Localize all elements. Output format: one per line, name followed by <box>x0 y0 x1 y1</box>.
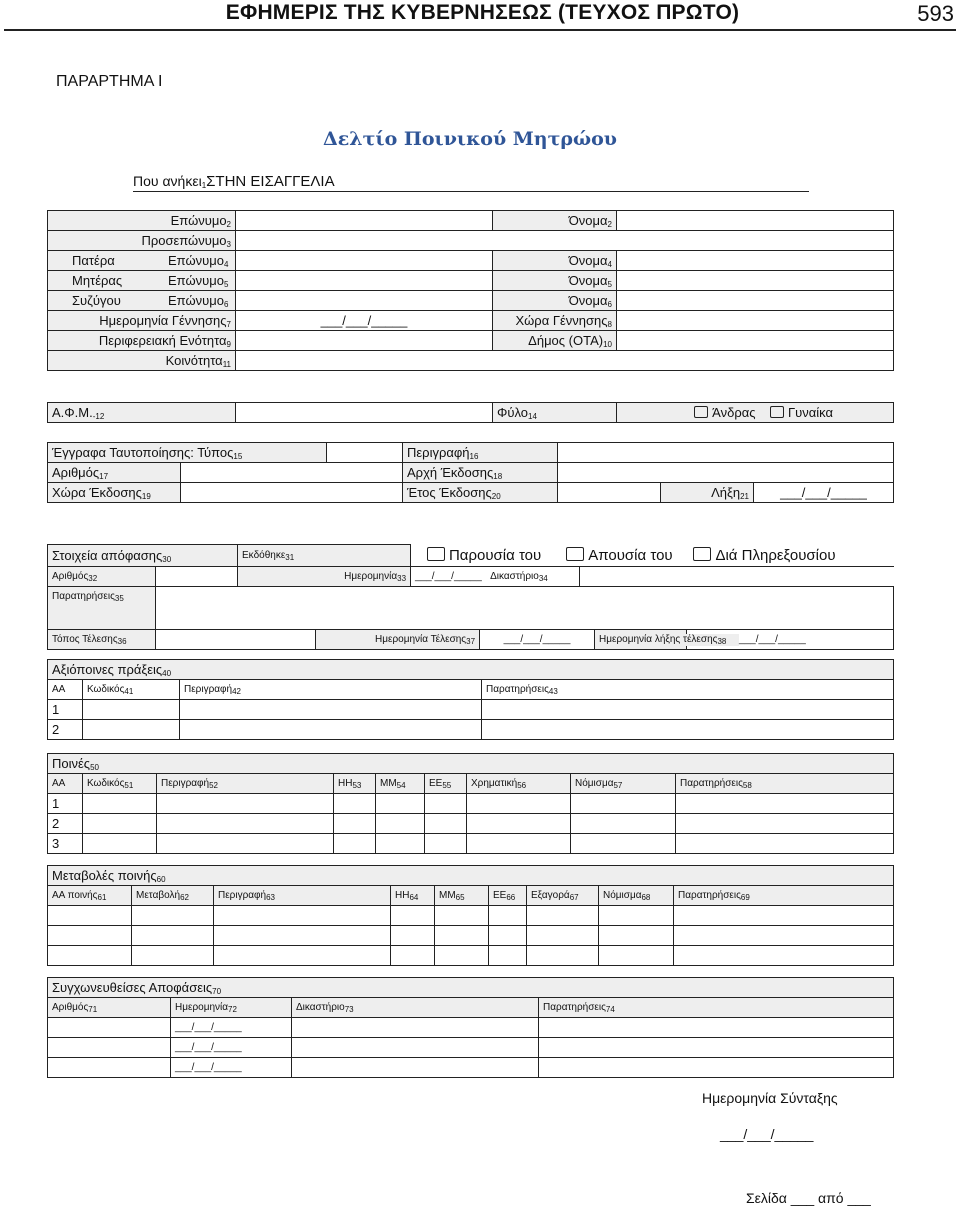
page-count: Σελίδα ___ από ___ <box>746 1190 871 1206</box>
change-cell[interactable] <box>435 906 489 926</box>
merged-header-cell: Δικαστήριο$_{73}$ <box>292 998 539 1018</box>
checkbox-icon <box>693 547 711 561</box>
merged-header-cell: Αριθμός$_{71}$ <box>48 998 171 1018</box>
checkbox-icon <box>694 406 708 418</box>
afm-sex-table <box>47 402 894 423</box>
merged-header-cell: Παρατηρήσεις$_{74}$ <box>539 998 894 1018</box>
spouse-surname-label: Συζύγου Επώνυμο$_6$ <box>48 291 236 311</box>
penalties-header-cell: Κωδικός$_{51}$ <box>83 774 157 794</box>
change-cell[interactable] <box>527 906 599 926</box>
belongs-sub: 1 <box>201 181 207 190</box>
merged-header-cell: Ημερομηνία$_{72}$ <box>171 998 292 1018</box>
change-cell[interactable] <box>599 906 674 926</box>
gazette-header-title: ΕΦΗΜΕΡΙΣ ΤΗΣ ΚΥΒΕΡΝΗΣΕΩΣ (ΤΕΥΧΟΣ ΠΡΩΤΟ) <box>225 1 740 24</box>
change-cell[interactable] <box>48 906 132 926</box>
decision-table <box>47 544 894 650</box>
merged-court-field[interactable] <box>292 1038 539 1058</box>
changes-title: Μεταβολές ποινής$_{60}$ <box>48 866 894 886</box>
table-row <box>48 700 894 720</box>
changes-header-cell: Νόμισμα$_{68}$ <box>599 886 674 906</box>
sex-label: Φύλο$_{14}$ <box>493 403 617 423</box>
penalties-table <box>47 753 894 854</box>
checkbox-icon <box>770 406 784 418</box>
change-cell[interactable] <box>391 946 435 966</box>
id-documents-table <box>47 442 894 503</box>
changes-header-row <box>48 886 894 906</box>
table-row <box>48 794 894 814</box>
merged-notes-field[interactable] <box>539 1018 894 1038</box>
row-index: 2 <box>48 814 83 834</box>
penalties-header-cell: Περιγραφή$_{52}$ <box>157 774 334 794</box>
id-country-label: Χώρα Έκδοσης$_{19}$ <box>48 483 181 503</box>
checkbox-icon <box>566 547 584 561</box>
decision-title: Στοιχεία απόφασης$_{30}$ <box>48 545 238 567</box>
mother-surname-field[interactable] <box>236 271 493 291</box>
merged-date-field[interactable]: ___/___/_____ <box>171 1058 292 1078</box>
table-row <box>48 1038 894 1058</box>
header-divider <box>4 29 956 31</box>
decision-notes-label: Παρατηρήσεις$_{35}$ <box>48 587 156 630</box>
change-cell[interactable] <box>214 926 391 946</box>
penalty-cell[interactable] <box>425 814 467 834</box>
change-cell[interactable] <box>132 946 214 966</box>
table-row <box>48 946 894 966</box>
penalty-cell[interactable] <box>571 814 676 834</box>
presence-options <box>411 545 894 567</box>
presence-checkbox[interactable]: Παρουσία του <box>427 547 541 564</box>
penalty-cell[interactable] <box>83 794 157 814</box>
decision-number-label: Αριθμός$_{32}$ <box>48 567 156 587</box>
offence-code-field[interactable] <box>83 700 180 720</box>
birth-date-label: Ημερομηνία Γέννησης$_7$ <box>48 311 236 331</box>
offence-description-field[interactable] <box>180 720 482 740</box>
change-cell[interactable] <box>489 906 527 926</box>
merged-title: Συγχωνευθείσες Αποφάσεις$_{70}$ <box>48 978 894 998</box>
id-year-field[interactable] <box>558 483 661 503</box>
changes-header-cell: Παρατηρήσεις$_{69}$ <box>674 886 894 906</box>
change-cell[interactable] <box>132 906 214 926</box>
decision-number-field[interactable] <box>156 567 238 587</box>
commit-date-field[interactable]: ___/___/_____ <box>480 630 595 650</box>
changes-header-cell: ΑΑ ποινής$_{61}$ <box>48 886 132 906</box>
father-name-field[interactable] <box>617 251 894 271</box>
id-country-field[interactable] <box>181 483 403 503</box>
id-authority-field[interactable] <box>558 463 894 483</box>
penalty-changes-table <box>47 865 894 966</box>
table-row <box>48 1018 894 1038</box>
table-row <box>48 814 894 834</box>
spouse-name-field[interactable] <box>617 291 894 311</box>
offences-header-row <box>48 680 894 700</box>
change-cell[interactable] <box>527 946 599 966</box>
changes-header-cell: Μεταβολή$_{62}$ <box>132 886 214 906</box>
court-label: Δικαστήριο$_{34}$ <box>490 570 548 583</box>
id-number-field[interactable] <box>181 463 403 483</box>
change-cell[interactable] <box>435 946 489 966</box>
decision-date-label: Ημερομηνία$_{33}$ <box>238 567 411 587</box>
row-index: 1 <box>48 794 83 814</box>
alias-field[interactable] <box>236 231 894 251</box>
penalty-cell[interactable] <box>157 814 334 834</box>
merged-decisions-table <box>47 977 894 1078</box>
offences-header-cell: ΑΑ <box>48 680 83 700</box>
decision-notes-field[interactable] <box>156 587 894 630</box>
id-type-label: Έγγραφα Ταυτοποίησης: Τύπος$_{15}$ <box>48 443 327 463</box>
change-cell[interactable] <box>48 946 132 966</box>
penalty-cell[interactable] <box>376 814 425 834</box>
penalty-cell[interactable] <box>676 814 894 834</box>
penalties-header-cell: Παρατηρήσεις$_{58}$ <box>676 774 894 794</box>
region-field[interactable] <box>236 331 493 351</box>
change-cell[interactable] <box>214 906 391 926</box>
end-date-label-text: Ημερομηνία λήξης τέλεσης$_{38}$ <box>595 634 739 646</box>
changes-header-cell: $HH_{64}$ <box>391 886 435 906</box>
id-expiry-field[interactable]: ___/___/_____ <box>754 483 894 503</box>
changes-header-cell: Περιγραφή$_{63}$ <box>214 886 391 906</box>
penalty-cell[interactable] <box>83 814 157 834</box>
penalties-header-row <box>48 774 894 794</box>
offences-title: Αξιόποινες πράξεις$_{40}$ <box>48 660 894 680</box>
offences-header-cell: Παρατηρήσεις$_{43}$ <box>482 680 894 700</box>
compilation-date-label: Ημερομηνία Σύνταξης <box>702 1090 838 1106</box>
personal-data-table <box>47 210 894 371</box>
change-cell[interactable] <box>214 946 391 966</box>
father-surname-label: Πατέρα Επώνυμο$_4$ <box>48 251 236 271</box>
merged-header-row <box>48 998 894 1018</box>
change-cell[interactable] <box>674 906 894 926</box>
merged-notes-field[interactable] <box>539 1038 894 1058</box>
decision-date-field[interactable]: ___/___/_____ Δικαστήριο$_{34}$ <box>411 567 580 587</box>
place-field[interactable] <box>156 630 316 650</box>
row-index: 1 <box>48 700 83 720</box>
change-cell[interactable] <box>435 926 489 946</box>
penalties-header-cell: ΑΑ <box>48 774 83 794</box>
mother-name-field[interactable] <box>617 271 894 291</box>
penalties-header-cell: Χρηματική$_{56}$ <box>467 774 571 794</box>
penalty-cell[interactable] <box>334 814 376 834</box>
name-field[interactable] <box>617 211 894 231</box>
table-row <box>48 720 894 740</box>
merged-number-field[interactable] <box>48 1058 171 1078</box>
gazette-page-number: 593 <box>917 1 954 26</box>
penalty-cell[interactable] <box>376 834 425 854</box>
birth-country-label: Χώρα Γέννησης$_8$ <box>493 311 617 331</box>
offence-code-field[interactable] <box>83 720 180 740</box>
offences-header-cell: Περιγραφή$_{42}$ <box>180 680 482 700</box>
id-type-field[interactable] <box>327 443 403 463</box>
penalty-cell[interactable] <box>676 834 894 854</box>
penalty-cell[interactable] <box>425 794 467 814</box>
surname-field[interactable] <box>236 211 493 231</box>
penalty-cell[interactable] <box>467 814 571 834</box>
change-cell[interactable] <box>132 926 214 946</box>
penalty-cell[interactable] <box>467 834 571 854</box>
change-cell[interactable] <box>489 926 527 946</box>
belongs-to-line <box>133 173 809 192</box>
mother-surname-label: Μητέρας Επώνυμο$_5$ <box>48 271 236 291</box>
birth-country-field[interactable] <box>617 311 894 331</box>
id-year-label: Έτος Έκδοσης$_{20}$ <box>403 483 558 503</box>
id-description-label: Περιγραφή$_{16}$ <box>403 443 558 463</box>
merged-notes-field[interactable] <box>539 1058 894 1078</box>
penalties-title: Ποινές$_{50}$ <box>48 754 894 774</box>
change-cell[interactable] <box>599 926 674 946</box>
penalty-cell[interactable] <box>157 834 334 854</box>
penalties-header-cell: Νόμισμα$_{57}$ <box>571 774 676 794</box>
mother-name-label: Όνομα$_5$ <box>493 271 617 291</box>
court-field[interactable] <box>580 567 894 587</box>
row-index: 2 <box>48 720 83 740</box>
checkbox-icon <box>427 547 445 561</box>
compilation-date-field[interactable]: ___/___/_____ <box>720 1126 814 1142</box>
offence-notes-field[interactable] <box>482 700 894 720</box>
change-cell[interactable] <box>527 926 599 946</box>
change-cell[interactable] <box>48 926 132 946</box>
penalty-cell[interactable] <box>467 794 571 814</box>
table-row <box>48 926 894 946</box>
female-checkbox[interactable]: Γυναίκα <box>770 405 833 420</box>
place-label: Τόπος Τέλεσης$_{36}$ <box>48 630 156 650</box>
merged-number-field[interactable] <box>48 1018 171 1038</box>
penalty-cell[interactable] <box>676 794 894 814</box>
changes-header-cell: $EE_{66}$ <box>489 886 527 906</box>
row-index: 3 <box>48 834 83 854</box>
commit-date-label: Ημερομηνία Τέλεσης$_{37}$ <box>316 630 480 650</box>
id-number-label: Αριθμός$_{17}$ <box>48 463 181 483</box>
region-label: Περιφερειακή Ενότητα$_9$ <box>48 331 236 351</box>
name-label: Όνομα$_2$ <box>493 211 617 231</box>
penalty-cell[interactable] <box>334 834 376 854</box>
change-cell[interactable] <box>599 946 674 966</box>
community-label: Κοινότητα$_{11}$ <box>48 351 236 371</box>
offence-description-field[interactable] <box>180 700 482 720</box>
belongs-value[interactable]: ΣΤΗΝ ΕΙΣΑΓΓΕΛΙΑ <box>206 173 335 190</box>
spouse-name-label: Όνομα$_6$ <box>493 291 617 311</box>
surname-label: Επώνυμο$_2$ <box>48 211 236 231</box>
offence-notes-field[interactable] <box>482 720 894 740</box>
absence-checkbox[interactable]: Απουσία του <box>566 547 672 564</box>
table-row <box>48 1058 894 1078</box>
merged-date-field[interactable]: ___/___/_____ <box>171 1038 292 1058</box>
change-cell[interactable] <box>391 906 435 926</box>
father-surname-field[interactable] <box>236 251 493 271</box>
merged-court-field[interactable] <box>292 1018 539 1038</box>
changes-header-cell: $MM_{65}$ <box>435 886 489 906</box>
merged-court-field[interactable] <box>292 1058 539 1078</box>
issued-label: Εκδόθηκε$_{31}$ <box>238 545 411 567</box>
belongs-label: Που ανήκει <box>133 173 202 189</box>
change-cell[interactable] <box>489 946 527 966</box>
alias-label: Προσεπώνυμο$_3$ <box>48 231 236 251</box>
offences-table <box>47 659 894 740</box>
penalty-cell[interactable] <box>571 794 676 814</box>
changes-header-cell: Εξαγορά$_{67}$ <box>527 886 599 906</box>
penalty-cell[interactable] <box>571 834 676 854</box>
penalties-header-cell: $HH_{53}$ <box>334 774 376 794</box>
male-checkbox[interactable]: Άνδρας <box>694 405 755 420</box>
annex-label: ΠΑΡΑΡΤΗΜΑ Ι <box>56 73 163 90</box>
merged-date-field[interactable]: ___/___/_____ <box>171 1018 292 1038</box>
penalties-header-cell: $EE_{55}$ <box>425 774 467 794</box>
afm-label: $A.\Phi.M._{-12}$ <box>48 403 236 423</box>
penalty-cell[interactable] <box>157 794 334 814</box>
end-date-field[interactable]: Ημερομηνία λήξης τέλεσης$_{38}$ ___/___/_____ <box>687 630 894 650</box>
document-title: Δελτίο Ποινικού Μητρώου <box>323 128 617 150</box>
afm-field[interactable] <box>236 403 493 423</box>
penalty-cell[interactable] <box>334 794 376 814</box>
penalty-cell[interactable] <box>376 794 425 814</box>
table-row <box>48 906 894 926</box>
sex-options <box>617 403 894 423</box>
municipality-label: Δήμος $(OTA)_{10}$ <box>493 331 617 351</box>
penalty-cell[interactable] <box>83 834 157 854</box>
spouse-surname-field[interactable] <box>236 291 493 311</box>
attorney-checkbox[interactable]: Διά Πληρεξουσίου <box>693 547 835 564</box>
penalty-cell[interactable] <box>425 834 467 854</box>
change-cell[interactable] <box>391 926 435 946</box>
penalties-header-cell: $MM_{54}$ <box>376 774 425 794</box>
community-field[interactable] <box>236 351 894 371</box>
birth-date-field[interactable]: ___/___/_____ <box>236 311 493 331</box>
offences-header-cell: Κωδικός$_{41}$ <box>83 680 180 700</box>
table-row <box>48 834 894 854</box>
id-authority-label: Αρχή Έκδοσης$_{18}$ <box>403 463 558 483</box>
municipality-field[interactable] <box>617 331 894 351</box>
change-cell[interactable] <box>674 926 894 946</box>
father-name-label: Όνομα$_4$ <box>493 251 617 271</box>
change-cell[interactable] <box>674 946 894 966</box>
id-expiry-label: Λήξη$_{21}$ <box>661 483 754 503</box>
merged-number-field[interactable] <box>48 1038 171 1058</box>
id-description-field[interactable] <box>558 443 894 463</box>
